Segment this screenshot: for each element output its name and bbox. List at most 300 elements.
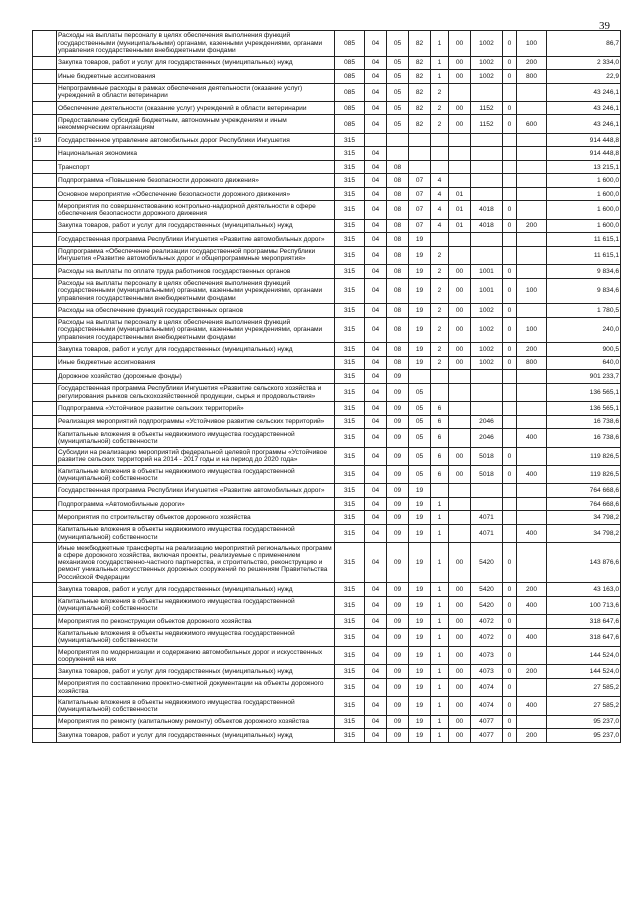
direction-code-cell: 4077	[471, 729, 503, 743]
subsection-code-cell: 08	[387, 278, 409, 304]
activity-code-cell	[449, 233, 471, 247]
expense-type-cell	[517, 647, 547, 665]
row-number-cell	[33, 596, 57, 614]
program-code-cell: 19	[409, 524, 431, 542]
item-name-cell: Капитальные вложения в объекты недвижимого имущества государственной (муниципальной) собственности	[57, 466, 335, 484]
item-name-cell: Государственная программа Республики Ингушетия «Развитие сельского хозяйства и регулирования рынков сельскохозяйственной продукции, сырья и продовольствия»	[57, 383, 335, 401]
direction-code-cell	[471, 174, 503, 188]
activity-code-cell: 00	[449, 115, 471, 133]
row-number-cell	[33, 265, 57, 279]
table-row	[33, 447, 621, 465]
subsection-code-cell: 08	[387, 201, 409, 219]
section-code-cell: 04	[365, 115, 387, 133]
section-code-cell: 04	[365, 147, 387, 161]
amount-cell: 119 826,5	[547, 447, 621, 465]
grbs-code-cell: 315	[335, 615, 365, 629]
direction-code-cell: 1002	[471, 70, 503, 84]
subsection-code-cell: 05	[387, 83, 409, 101]
activity-code-cell: 00	[449, 697, 471, 715]
subsection-code-cell: 08	[387, 343, 409, 357]
section-code-cell: 04	[365, 370, 387, 384]
row-number-cell	[33, 466, 57, 484]
subsection-code-cell: 09	[387, 383, 409, 401]
row-number-cell	[33, 304, 57, 318]
subprogram-code-cell: 1	[431, 596, 449, 614]
direction-suffix-cell	[503, 511, 517, 525]
activity-code-cell: 00	[449, 447, 471, 465]
expense-type-cell	[517, 511, 547, 525]
item-name-cell: Дорожное хозяйство (дорожные фонды)	[57, 370, 335, 384]
amount-cell: 43 246,1	[547, 115, 621, 133]
row-number-cell	[33, 201, 57, 219]
expense-type-cell: 200	[517, 583, 547, 597]
program-code-cell: 19	[409, 543, 431, 583]
direction-suffix-cell	[503, 484, 517, 498]
amount-cell: 240,0	[547, 317, 621, 343]
expense-type-cell	[517, 160, 547, 174]
row-number-cell	[33, 628, 57, 646]
table-row	[33, 83, 621, 101]
direction-suffix-cell	[503, 402, 517, 416]
grbs-code-cell: 085	[335, 83, 365, 101]
subsection-code-cell: 09	[387, 415, 409, 429]
expense-type-cell: 800	[517, 356, 547, 370]
row-number-cell	[33, 524, 57, 542]
activity-code-cell: 00	[449, 583, 471, 597]
row-number-cell	[33, 147, 57, 161]
direction-code-cell: 1002	[471, 343, 503, 357]
program-code-cell: 05	[409, 402, 431, 416]
table-row	[33, 370, 621, 384]
section-code-cell: 04	[365, 56, 387, 70]
table-row	[33, 466, 621, 484]
section-code-cell: 04	[365, 628, 387, 646]
table-row	[33, 56, 621, 70]
grbs-code-cell: 315	[335, 628, 365, 646]
subprogram-code-cell: 6	[431, 429, 449, 447]
item-name-cell: Непрограммные расходы в рамках обеспечения деятельности (оказание услуг) учреждений в области ветеринарии	[57, 83, 335, 101]
direction-code-cell	[471, 160, 503, 174]
activity-code-cell	[449, 402, 471, 416]
grbs-code-cell: 315	[335, 343, 365, 357]
direction-suffix-cell: 0	[503, 628, 517, 646]
direction-suffix-cell: 0	[503, 356, 517, 370]
table-row	[33, 147, 621, 161]
grbs-code-cell: 315	[335, 133, 365, 147]
direction-suffix-cell: 0	[503, 343, 517, 357]
program-code-cell: 19	[409, 583, 431, 597]
item-name-cell: Подпрограмма «Устойчивое развитие сельских территорий»	[57, 402, 335, 416]
direction-suffix-cell: 0	[503, 317, 517, 343]
activity-code-cell: 00	[449, 304, 471, 318]
table-row	[33, 678, 621, 696]
row-number-cell	[33, 343, 57, 357]
program-code-cell: 82	[409, 83, 431, 101]
subprogram-code-cell: 1	[431, 729, 449, 743]
amount-cell: 43 246,1	[547, 83, 621, 101]
direction-code-cell: 1002	[471, 356, 503, 370]
grbs-code-cell: 315	[335, 317, 365, 343]
direction-code-cell: 5420	[471, 596, 503, 614]
section-code-cell: 04	[365, 729, 387, 743]
direction-code-cell: 4073	[471, 665, 503, 679]
program-code-cell	[409, 370, 431, 384]
program-code-cell: 19	[409, 278, 431, 304]
subsection-code-cell: 09	[387, 484, 409, 498]
direction-suffix-cell: 0	[503, 201, 517, 219]
direction-suffix-cell: 0	[503, 665, 517, 679]
activity-code-cell: 00	[449, 466, 471, 484]
item-name-cell: Мероприятия по составлению проектно-сметной документации на объекты дорожного хозяйства	[57, 678, 335, 696]
section-code-cell: 04	[365, 415, 387, 429]
row-number-cell	[33, 715, 57, 729]
expense-type-cell	[517, 147, 547, 161]
expense-type-cell: 100	[517, 317, 547, 343]
subsection-code-cell: 08	[387, 187, 409, 201]
subprogram-code-cell: 1	[431, 497, 449, 511]
direction-code-cell: 4072	[471, 615, 503, 629]
program-code-cell: 19	[409, 317, 431, 343]
direction-suffix-cell	[503, 133, 517, 147]
subsection-code-cell: 05	[387, 56, 409, 70]
activity-code-cell	[449, 370, 471, 384]
activity-code-cell	[449, 174, 471, 188]
amount-cell: 2 334,0	[547, 56, 621, 70]
table-row	[33, 596, 621, 614]
expense-type-cell	[517, 383, 547, 401]
activity-code-cell	[449, 415, 471, 429]
direction-code-cell: 4018	[471, 201, 503, 219]
subprogram-code-cell: 1	[431, 628, 449, 646]
direction-code-cell: 1002	[471, 56, 503, 70]
direction-suffix-cell	[503, 524, 517, 542]
expense-type-cell	[517, 265, 547, 279]
row-number-cell	[33, 415, 57, 429]
subsection-code-cell: 08	[387, 174, 409, 188]
table-row	[33, 647, 621, 665]
grbs-code-cell: 315	[335, 729, 365, 743]
section-code-cell: 04	[365, 497, 387, 511]
program-code-cell: 05	[409, 466, 431, 484]
grbs-code-cell: 315	[335, 466, 365, 484]
row-number-cell	[33, 356, 57, 370]
item-name-cell: Мероприятия по строительству объектов дорожного хозяйства	[57, 511, 335, 525]
program-code-cell: 07	[409, 174, 431, 188]
item-name-cell: Иные бюджетные ассигнования	[57, 356, 335, 370]
subprogram-code-cell: 2	[431, 304, 449, 318]
subprogram-code-cell: 1	[431, 524, 449, 542]
subsection-code-cell: 09	[387, 715, 409, 729]
item-name-cell: Мероприятия по ремонту (капитальному ремонту) объектов дорожного хозяйства	[57, 715, 335, 729]
grbs-code-cell: 315	[335, 524, 365, 542]
item-name-cell: Расходы на выплаты персоналу в целях обеспечения выполнения функций государственными (муниципальными) органами, казенными учреждениями, органами управления государственными внебюджетными фондами	[57, 317, 335, 343]
subprogram-code-cell: 2	[431, 278, 449, 304]
row-number-cell	[33, 729, 57, 743]
row-number-cell	[33, 70, 57, 84]
section-code-cell: 04	[365, 201, 387, 219]
row-number-cell	[33, 511, 57, 525]
row-number-cell	[33, 383, 57, 401]
direction-code-cell: 2046	[471, 415, 503, 429]
activity-code-cell: 00	[449, 665, 471, 679]
grbs-code-cell: 085	[335, 31, 365, 57]
program-code-cell: 19	[409, 484, 431, 498]
amount-cell: 144 524,0	[547, 647, 621, 665]
row-number-cell	[33, 174, 57, 188]
table-row	[33, 246, 621, 264]
direction-code-cell: 1002	[471, 304, 503, 318]
grbs-code-cell: 315	[335, 678, 365, 696]
row-number-cell	[33, 56, 57, 70]
subsection-code-cell: 09	[387, 511, 409, 525]
row-number-cell	[33, 219, 57, 233]
direction-suffix-cell: 0	[503, 56, 517, 70]
direction-code-cell: 1001	[471, 278, 503, 304]
subprogram-code-cell: 1	[431, 511, 449, 525]
amount-cell: 34 798,2	[547, 524, 621, 542]
item-name-cell: Субсидии на реализацию мероприятий федеральной целевой программы «Устойчивое развитие сельских территорий на 2014 - 2017 годы и на период до 2020 года»	[57, 447, 335, 465]
amount-cell: 43 163,0	[547, 583, 621, 597]
table-row	[33, 402, 621, 416]
amount-cell: 27 585,2	[547, 697, 621, 715]
direction-code-cell: 1152	[471, 101, 503, 115]
amount-cell: 1 600,0	[547, 187, 621, 201]
row-number-cell	[33, 447, 57, 465]
program-code-cell: 82	[409, 115, 431, 133]
grbs-code-cell: 315	[335, 304, 365, 318]
subprogram-code-cell	[431, 133, 449, 147]
subsection-code-cell: 09	[387, 370, 409, 384]
grbs-code-cell: 315	[335, 543, 365, 583]
section-code-cell: 04	[365, 511, 387, 525]
direction-code-cell: 5420	[471, 583, 503, 597]
expense-type-cell	[517, 497, 547, 511]
subprogram-code-cell: 1	[431, 647, 449, 665]
item-name-cell: Закупка товаров, работ и услуг для государственных (муниципальных) нужд	[57, 729, 335, 743]
direction-suffix-cell: 0	[503, 304, 517, 318]
subsection-code-cell	[387, 133, 409, 147]
amount-cell: 143 876,6	[547, 543, 621, 583]
table-row	[33, 729, 621, 743]
program-code-cell: 19	[409, 678, 431, 696]
program-code-cell: 19	[409, 497, 431, 511]
table-row	[33, 317, 621, 343]
subsection-code-cell	[387, 147, 409, 161]
table-row	[33, 265, 621, 279]
expense-type-cell: 400	[517, 697, 547, 715]
subprogram-code-cell: 2	[431, 317, 449, 343]
table-row	[33, 174, 621, 188]
subprogram-code-cell: 1	[431, 31, 449, 57]
item-name-cell: Государственная программа Республики Ингушетия «Развитие автомобильных дорог»	[57, 484, 335, 498]
row-number-cell	[33, 583, 57, 597]
section-code-cell: 04	[365, 665, 387, 679]
row-number-cell	[33, 678, 57, 696]
item-name-cell: Мероприятия по модернизации и содержанию автомобильных дорог и искусственных сооружений на них	[57, 647, 335, 665]
table-row	[33, 628, 621, 646]
amount-cell: 1 600,0	[547, 174, 621, 188]
item-name-cell: Иные бюджетные ассигнования	[57, 70, 335, 84]
expense-type-cell: 200	[517, 665, 547, 679]
activity-code-cell	[449, 429, 471, 447]
subprogram-code-cell: 4	[431, 201, 449, 219]
subprogram-code-cell: 4	[431, 219, 449, 233]
table-row	[33, 665, 621, 679]
subsection-code-cell: 05	[387, 101, 409, 115]
direction-suffix-cell: 0	[503, 31, 517, 57]
subprogram-code-cell	[431, 484, 449, 498]
grbs-code-cell: 315	[335, 174, 365, 188]
grbs-code-cell: 085	[335, 56, 365, 70]
activity-code-cell	[449, 160, 471, 174]
program-code-cell: 19	[409, 715, 431, 729]
amount-cell: 136 565,1	[547, 402, 621, 416]
expense-type-cell: 600	[517, 115, 547, 133]
table-row	[33, 187, 621, 201]
expense-type-cell	[517, 246, 547, 264]
direction-code-cell: 4071	[471, 511, 503, 525]
subprogram-code-cell: 1	[431, 583, 449, 597]
program-code-cell: 05	[409, 447, 431, 465]
table-row	[33, 524, 621, 542]
row-number-cell	[33, 370, 57, 384]
expense-type-cell	[517, 615, 547, 629]
activity-code-cell	[449, 147, 471, 161]
subprogram-code-cell: 1	[431, 70, 449, 84]
section-code-cell: 04	[365, 596, 387, 614]
section-code-cell: 04	[365, 31, 387, 57]
direction-suffix-cell	[503, 83, 517, 101]
direction-suffix-cell: 0	[503, 583, 517, 597]
grbs-code-cell: 315	[335, 665, 365, 679]
row-number-cell	[33, 497, 57, 511]
activity-code-cell	[449, 497, 471, 511]
grbs-code-cell: 315	[335, 265, 365, 279]
row-number-cell	[33, 317, 57, 343]
amount-cell: 914 448,8	[547, 147, 621, 161]
expense-type-cell: 200	[517, 729, 547, 743]
item-name-cell: Закупка товаров, работ и услуг для государственных (муниципальных) нужд	[57, 583, 335, 597]
row-number-cell: 19	[33, 133, 57, 147]
grbs-code-cell: 315	[335, 147, 365, 161]
direction-suffix-cell: 0	[503, 70, 517, 84]
section-code-cell: 04	[365, 160, 387, 174]
activity-code-cell	[449, 511, 471, 525]
table-row	[33, 31, 621, 57]
activity-code-cell: 00	[449, 628, 471, 646]
amount-cell: 914 448,8	[547, 133, 621, 147]
grbs-code-cell: 315	[335, 160, 365, 174]
amount-cell: 13 215,1	[547, 160, 621, 174]
direction-code-cell	[471, 383, 503, 401]
section-code-cell: 04	[365, 265, 387, 279]
direction-suffix-cell	[503, 246, 517, 264]
item-name-cell: Основное мероприятие «Обеспечение безопасности дорожного движения»	[57, 187, 335, 201]
activity-code-cell	[449, 83, 471, 101]
direction-suffix-cell	[503, 497, 517, 511]
amount-cell: 16 738,6	[547, 429, 621, 447]
subsection-code-cell: 09	[387, 647, 409, 665]
table-row	[33, 497, 621, 511]
subsection-code-cell: 08	[387, 317, 409, 343]
subprogram-code-cell	[431, 383, 449, 401]
subsection-code-cell: 08	[387, 265, 409, 279]
direction-suffix-cell: 0	[503, 615, 517, 629]
activity-code-cell	[449, 383, 471, 401]
program-code-cell: 82	[409, 70, 431, 84]
program-code-cell: 19	[409, 647, 431, 665]
amount-cell: 144 524,0	[547, 665, 621, 679]
amount-cell: 86,7	[547, 31, 621, 57]
program-code-cell: 19	[409, 246, 431, 264]
activity-code-cell: 00	[449, 265, 471, 279]
table-row	[33, 160, 621, 174]
direction-code-cell: 4071	[471, 524, 503, 542]
subsection-code-cell: 09	[387, 628, 409, 646]
program-code-cell: 19	[409, 729, 431, 743]
direction-suffix-cell	[503, 383, 517, 401]
subprogram-code-cell: 2	[431, 115, 449, 133]
amount-cell: 95 237,0	[547, 729, 621, 743]
section-code-cell: 04	[365, 101, 387, 115]
row-number-cell	[33, 278, 57, 304]
section-code-cell: 04	[365, 174, 387, 188]
direction-code-cell	[471, 83, 503, 101]
expense-type-cell	[517, 187, 547, 201]
direction-code-cell	[471, 497, 503, 511]
section-code-cell: 04	[365, 246, 387, 264]
subsection-code-cell: 09	[387, 497, 409, 511]
row-number-cell	[33, 83, 57, 101]
amount-cell: 34 798,2	[547, 511, 621, 525]
program-code-cell: 19	[409, 596, 431, 614]
expense-type-cell: 200	[517, 343, 547, 357]
table-row	[33, 343, 621, 357]
direction-code-cell	[471, 133, 503, 147]
subsection-code-cell: 09	[387, 524, 409, 542]
subprogram-code-cell: 6	[431, 402, 449, 416]
grbs-code-cell: 315	[335, 219, 365, 233]
direction-suffix-cell	[503, 233, 517, 247]
direction-code-cell: 4077	[471, 715, 503, 729]
direction-code-cell: 5018	[471, 447, 503, 465]
activity-code-cell	[449, 133, 471, 147]
program-code-cell: 07	[409, 201, 431, 219]
expense-type-cell: 400	[517, 524, 547, 542]
expense-type-cell	[517, 174, 547, 188]
subsection-code-cell: 09	[387, 402, 409, 416]
program-code-cell: 19	[409, 343, 431, 357]
subprogram-code-cell: 2	[431, 356, 449, 370]
budget-table	[32, 30, 621, 743]
subprogram-code-cell	[431, 147, 449, 161]
amount-cell: 100 713,6	[547, 596, 621, 614]
subprogram-code-cell: 6	[431, 466, 449, 484]
subsection-code-cell: 09	[387, 466, 409, 484]
direction-suffix-cell	[503, 429, 517, 447]
program-code-cell: 19	[409, 628, 431, 646]
expense-type-cell: 800	[517, 70, 547, 84]
section-code-cell: 04	[365, 715, 387, 729]
amount-cell: 1 780,5	[547, 304, 621, 318]
table-row	[33, 201, 621, 219]
grbs-code-cell: 085	[335, 101, 365, 115]
subprogram-code-cell: 2	[431, 343, 449, 357]
table-row	[33, 70, 621, 84]
activity-code-cell: 00	[449, 729, 471, 743]
subsection-code-cell: 08	[387, 304, 409, 318]
expense-type-cell: 100	[517, 31, 547, 57]
